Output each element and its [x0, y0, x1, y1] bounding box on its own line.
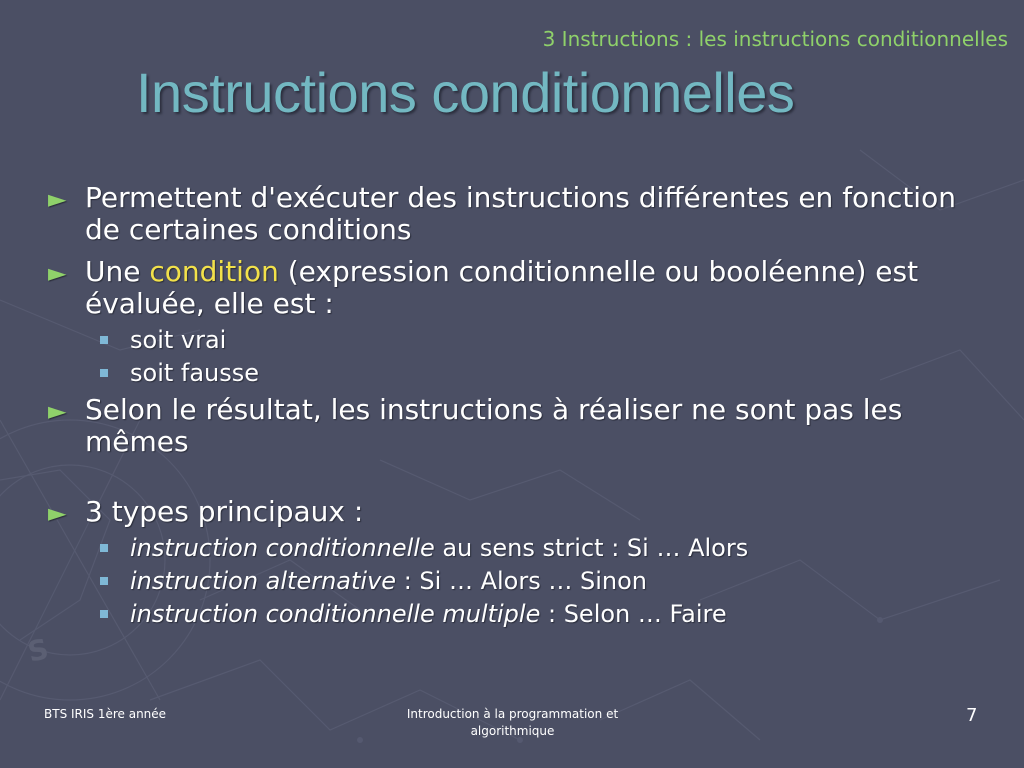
sub-bullet-emphasis: instruction conditionnelle — [130, 534, 435, 562]
section-title: 3 Instructions : les instructions conditionnelles — [542, 27, 1008, 51]
sub-bullet-text: : Selon … Faire — [540, 600, 727, 628]
bullet-item — [48, 394, 998, 458]
bullet-text: (expression conditionnelle ou booléenne) est évaluée, elle est : — [85, 255, 919, 320]
compass-letter: S — [24, 632, 52, 669]
footer-left: BTS IRIS 1ère année — [44, 707, 167, 721]
slide-title: Instructions conditionnelles — [136, 61, 795, 124]
bullet-arrow-icon: ► — [48, 397, 67, 425]
sub-bullet-item — [48, 532, 998, 565]
sub-bullet-text: soit fausse — [130, 359, 260, 387]
sub-bullet-text: soit vrai — [130, 326, 227, 354]
footer-center: Introduction à la programmation et algorithmique — [406, 707, 619, 738]
square-bullet-icon — [100, 610, 108, 618]
sub-bullet-emphasis: instruction conditionnelle multiple — [130, 600, 541, 628]
page-number: 7 — [966, 705, 978, 726]
bullet-text: Permettent d'exécuter des instructions différentes en fonction de certaines conditions — [85, 181, 956, 246]
bullet-text: 3 types principaux : — [85, 495, 364, 528]
square-bullet-icon — [100, 336, 108, 344]
square-bullet-icon — [100, 544, 108, 552]
sub-bullet-text: : Si … Alors … Sinon — [396, 567, 647, 595]
sub-bullet-text: au sens strict : Si … Alors — [434, 534, 749, 562]
bullet-arrow-icon: ► — [48, 259, 67, 287]
bullet-arrow-icon: ► — [48, 499, 67, 527]
highlighted-term: condition — [149, 255, 279, 288]
sub-bullet-item — [48, 357, 998, 390]
bullet-arrow-icon: ► — [48, 185, 67, 213]
bullet-item — [48, 496, 998, 528]
sub-bullet-emphasis: instruction alternative — [130, 567, 397, 595]
slide-content — [48, 182, 998, 631]
bullet-item — [48, 182, 998, 246]
bullet-item — [48, 256, 998, 320]
sub-bullet-item — [48, 598, 998, 631]
square-bullet-icon — [100, 369, 108, 377]
sub-bullet-item — [48, 324, 998, 357]
bullet-text: Selon le résultat, les instructions à réaliser ne sont pas les mêmes — [85, 393, 903, 458]
square-bullet-icon — [100, 577, 108, 585]
sub-bullet-item — [48, 565, 998, 598]
bullet-text: Une — [85, 255, 150, 288]
